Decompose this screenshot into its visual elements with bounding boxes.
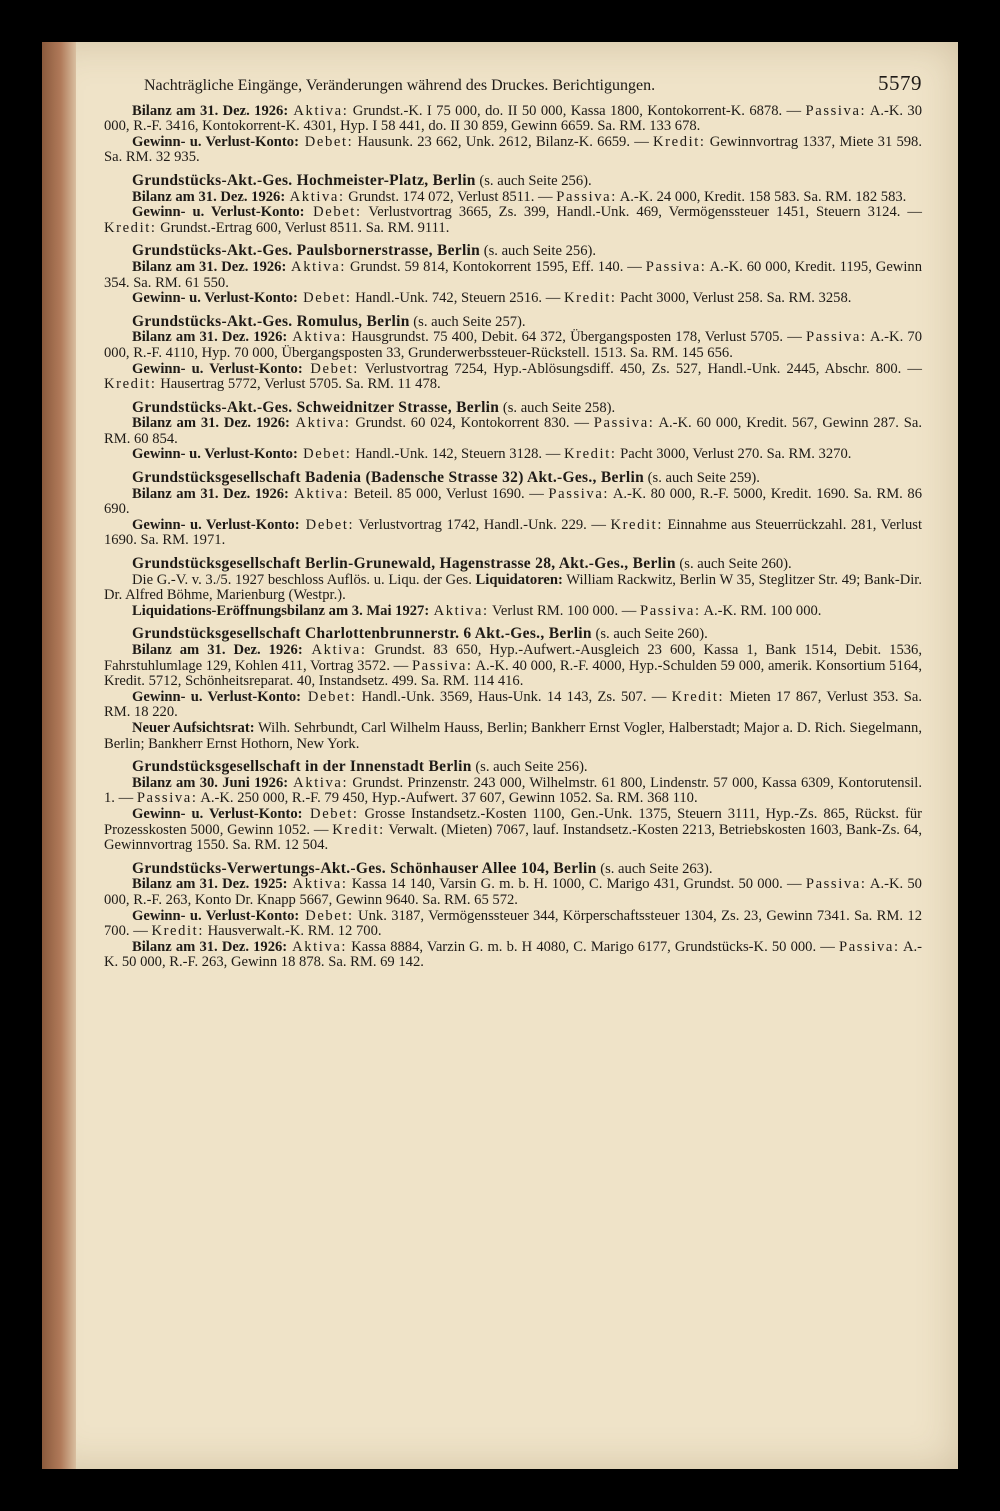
page-reference: (s. auch Seite 259). <box>644 470 760 487</box>
entry-paragraph <box>104 556 922 604</box>
entry-text: Handl.-Unk. 3569, Haus-Unk. 14 143, Zs. 507. — <box>356 688 672 705</box>
section-label: Liquidatoren: <box>475 571 563 588</box>
page-reference: (s. auch Seite 257). <box>409 313 526 330</box>
entry-text: Grundst.-Ertrag 600, Verlust 8511. Sa. RM. 9111. <box>156 219 450 236</box>
page-reference: (s. auch Seite 256). <box>475 172 592 189</box>
account-label: Debet: <box>301 688 357 705</box>
account-label: Aktiva: <box>285 188 345 205</box>
entry-text: A.-K. 60 000, Kredit. 1195, Gewinn 354. Sa. RM. 61 550. <box>104 258 922 291</box>
page-reference: (s. auch Seite 256). <box>471 759 588 776</box>
entry-paragraph <box>104 807 922 854</box>
entry-text: Einnahme aus Steuerrückzahl. 281, Verlust 1690. Sa. RM. 1971. <box>104 516 922 549</box>
entry-paragraph <box>104 400 922 448</box>
entry-text: A.-K. 30 000, R.-F. 3416, Kontokorrent-K. 4301, Hyp. I 58 441, do. II 30 859, Gewinn 6659. Sa. RM. 133 678. <box>104 102 923 135</box>
account-label: Debet: <box>299 516 355 533</box>
page-reference: (s. auch Seite 258). <box>499 399 616 416</box>
company-name: Grundstücksgesellschaft Charlottenbrunnerstr. 6 Akt.-Ges., Berlin <box>132 625 592 643</box>
entry-paragraph <box>104 447 922 463</box>
section-label: Bilanz am 31. Dez. 1926: <box>132 938 288 955</box>
company-entry <box>104 759 922 854</box>
account-label: Passiva: <box>805 876 867 893</box>
account-label: Kredit: <box>653 133 706 150</box>
entry-text: Handl.-Unk. 142, Steuern 3128. — <box>351 446 564 463</box>
entry-text: Grundst. 174 072, Verlust 8511. — <box>344 188 557 205</box>
entry-text: A.-K. 50 000, R.-F. 263, Konto Dr. Knapp 5667, Gewinn 9640. Sa. RM. 65 572. <box>104 876 922 908</box>
page-number: 5579 <box>878 71 922 95</box>
entry-text: Gewinnvortrag 1337, Miete 31 598. Sa. RM. 32 935. <box>104 133 922 166</box>
account-label: Debet: <box>297 290 352 307</box>
account-label: Passiva: <box>806 329 867 346</box>
entry-text: Pacht 3000, Verlust 258. Sa. RM. 3258. <box>616 290 852 307</box>
entry-text: A.-K. 60 000, Kredit. 567, Gewinn 287. Sa. RM. 60 854. <box>104 415 922 447</box>
entry-paragraph <box>104 243 922 291</box>
entry-paragraph <box>104 470 922 518</box>
account-label: Kredit: <box>104 376 157 393</box>
account-label: Kredit: <box>151 923 204 940</box>
page-header <box>144 71 922 95</box>
account-label: Kredit: <box>104 219 157 236</box>
section-label: Gewinn- u. Verlust-Konto: <box>132 688 302 705</box>
entry-paragraph <box>104 135 922 166</box>
company-name: Grundstücks-Akt.-Ges. Schweidnitzer Strasse, Berlin <box>132 398 500 416</box>
account-label: Kredit: <box>610 516 663 533</box>
account-label: Passiva: <box>805 102 867 119</box>
account-label: Kredit: <box>563 446 617 463</box>
entry-paragraph <box>104 861 922 909</box>
section-label: Gewinn- u. Verlust-Konto: <box>132 204 305 221</box>
entry-text: Grundst. Prinzenstr. 243 000, Wilhelmstr. 61 800, Lindenstr. 57 000, Kassa 6309, Kontorutensil. 1. — <box>104 774 923 807</box>
account-label: Aktiva: <box>286 258 347 275</box>
company-entry <box>104 470 922 549</box>
entry-text: Grundst. 59 814, Kontokorrent 1595, Eff. 140. — <box>346 258 646 275</box>
entry-text: Verlustvortrag 1742, Handl.-Unk. 229. — <box>354 516 611 533</box>
entry-paragraph <box>104 690 922 721</box>
company-name: Grundstücksgesellschaft in der Innenstadt Berlin <box>132 758 472 776</box>
entry-text: Kassa 14 140, Varsin G. m. b. H. 1000, C. Marigo 431, Grundst. 50 000. — <box>347 876 806 893</box>
account-label: Passiva: <box>411 657 473 674</box>
entry-paragraph <box>104 362 922 393</box>
section-label: Bilanz am 31. Dez. 1926: <box>132 415 290 432</box>
page-reference: (s. auch Seite 256). <box>480 243 597 260</box>
entry-text: Kassa 8884, Varzin G. m. b. H 4080, C. Marigo 6177, Grundstücks-K. 50 000. — <box>347 938 839 955</box>
entry-paragraph <box>104 909 922 940</box>
entry-text: Verlustvortrag 3665, Zs. 399, Handl.-Unk. 469, Vermögenssteuer 1451, Steuern 3124. — <box>361 204 922 221</box>
account-label: Aktiva: <box>287 876 348 893</box>
account-label: Aktiva: <box>287 938 348 955</box>
entry-paragraph <box>104 173 922 205</box>
entry-paragraph <box>104 759 922 807</box>
account-label: Aktiva: <box>288 774 349 791</box>
company-entry <box>104 556 922 619</box>
account-label: Debet: <box>302 805 359 822</box>
entry-text: A.-K. 70 000, R.-F. 4110, Hyp. 70 000, Übergangsposten 33, Grunderwerbssteuer-Rückstell. 1513. Sa. RM. 145 656. <box>104 329 922 361</box>
entry-text: Handl.-Unk. 742, Steuern 2516. — <box>351 290 564 307</box>
entry-text: Beteil. 85 000, Verlust 1690. — <box>349 485 549 502</box>
entry-paragraph <box>104 518 922 549</box>
entry-text: Unk. 3187, Vermögenssteuer 344, Körperschaftssteuer 1304, Zs. 23, Gewinn 7341. Sa. RM. 12 700. — <box>104 907 922 940</box>
entry-text: A.-K. 80 000, R.-F. 5000, Kredit. 1690. Sa. RM. 86 690. <box>104 485 922 518</box>
account-label: Aktiva: <box>288 485 350 502</box>
account-label: Passiva: <box>556 188 617 205</box>
entry-text: Grundst.-K. I 75 000, do. II 50 000, Kassa 1800, Kontokorrent-K. 6878. — <box>348 102 806 119</box>
company-name: Grundstücks-Akt.-Ges. Romulus, Berlin <box>132 312 410 330</box>
company-entry <box>104 104 922 166</box>
section-label: Gewinn- u. Verlust-Konto: <box>132 805 303 822</box>
entry-paragraph <box>104 721 922 752</box>
account-label: Passiva: <box>839 938 900 955</box>
entry-text: William Rackwitz, Berlin W 35, Steglitzer Str. 49; Bank-Dir. Dr. Alfred Böhme, Marienburg (Westpr.). <box>104 571 922 604</box>
account-label: Debet: <box>302 360 359 377</box>
account-label: Debet: <box>299 907 354 924</box>
entry-paragraph <box>104 104 922 135</box>
account-label: Aktiva: <box>287 329 348 346</box>
account-label: Passiva: <box>593 415 655 432</box>
section-label: Gewinn- u. Verlust-Konto: <box>132 516 300 533</box>
entry-text: Hausgrundst. 75 400, Debit. 64 372, Übergangsposten 178, Verlust 5705. — <box>347 329 806 346</box>
company-entry <box>104 626 922 752</box>
entry-text: Pacht 3000, Verlust 270. Sa. RM. 3270. <box>616 446 852 463</box>
entry-text: Hausertrag 5772, Verlust 5705. Sa. RM. 11 478. <box>156 376 441 393</box>
account-label: Debet: <box>304 204 362 221</box>
entry-paragraph <box>104 940 922 971</box>
section-label: Gewinn- u. Verlust-Konto: <box>132 907 300 924</box>
page-reference: (s. auch Seite 263). <box>596 860 713 877</box>
company-name: Grundstücks-Akt.-Ges. Hochmeister-Platz, Berlin <box>132 171 476 189</box>
section-label: Gewinn- u. Verlust-Konto: <box>132 133 299 150</box>
entry-text: A.-K. 250 000, R.-F. 79 450, Hyp.-Aufwert. 37 607, Gewinn 1052. Sa. RM. 368 110. <box>197 790 698 807</box>
section-label: Bilanz am 30. Juni 1926: <box>132 774 289 791</box>
company-name: Grundstücks-Verwertungs-Akt.-Ges. Schönhauser Allee 104, Berlin <box>132 859 597 877</box>
entry-paragraph <box>104 314 922 362</box>
entry-text: Hausverwalt.-K. RM. 12 700. <box>203 923 382 940</box>
entry-text: A.-K. 24 000, Kredit. 158 583. Sa. RM. 182 583. <box>616 188 907 205</box>
section-label: Gewinn- u. Verlust-Konto: <box>132 290 298 307</box>
entry-text: Die G.-V. v. 3./5. 1927 beschloss Auflös. u. Liqu. der Ges. <box>132 571 476 588</box>
account-label: Passiva: <box>645 258 707 275</box>
entry-text: A.-K. 50 000, R.-F. 263, Gewinn 18 878. Sa. RM. 69 142. <box>104 938 923 971</box>
section-label: Gewinn- u. Verlust-Konto: <box>132 360 303 377</box>
section-label: Bilanz am 31. Dez. 1926: <box>132 642 303 658</box>
section-label: Bilanz am 31. Dez. 1926: <box>132 188 286 205</box>
entry-text: Mieten 17 867, Verlust 353. Sa. RM. 18 220. <box>104 688 922 721</box>
account-label: Kredit: <box>563 290 617 307</box>
entry-paragraph <box>104 626 922 689</box>
entry-text: Verwalt. (Mieten) 7067, lauf. Instandsetz.-Kosten 2213, Betriebskosten 1603, Bank-Zs. 64, Gewinnvortrag 1550. Sa. RM. 12 504. <box>104 821 922 854</box>
account-label: Kredit: <box>671 688 725 705</box>
section-label: Bilanz am 31. Dez. 1926: <box>132 258 287 275</box>
company-entry <box>104 314 922 393</box>
entry-text: Wilh. Sehrbundt, Carl Wilhelm Hauss, Berlin; Bankherr Ernst Vogler, Halberstadt; Major a. D. Rich. Siegelmann, Berlin; Bankherr Ernst Hothorn, New York. <box>104 719 922 752</box>
page-reference: (s. auch Seite 260). <box>591 626 708 643</box>
company-entry <box>104 400 922 463</box>
account-label: Passiva: <box>639 602 701 619</box>
account-label: Aktiva: <box>429 602 489 619</box>
account-label: Aktiva: <box>288 102 349 119</box>
book-page <box>42 42 958 1469</box>
entry-paragraph <box>104 205 922 236</box>
page-content <box>104 71 923 978</box>
company-entry <box>104 243 922 306</box>
company-name: Grundstücks-Akt.-Ges. Paulsbornerstrasse, Berlin <box>132 242 481 260</box>
section-label: Bilanz am 31. Dez. 1926: <box>132 102 289 119</box>
section-label: Bilanz am 31. Dez. 1926: <box>132 329 288 346</box>
section-label: Bilanz am 31. Dez. 1926: <box>132 485 289 502</box>
company-entry <box>104 861 922 971</box>
entry-text: Grundst. 83 650, Hyp.-Aufwert.-Ausgleich 23 600, Kassa 1, Bank 1514, Debit. 1536, Fahrstuhlumlage 129, Kohlen 411, Vortrag 3572. — <box>104 642 923 674</box>
company-entry <box>104 173 922 236</box>
entry-text: Grosse Instandsetz.-Kosten 1100, Gen.-Unk. 1375, Steuern 3111, Hyp.-Zs. 865, Rückst. für Prozesskosten 5000, Gewinn 1052. — <box>104 805 923 838</box>
entry-paragraph <box>104 291 922 307</box>
company-name: Grundstücksgesellschaft Badenia (Badensche Strasse 32) Akt.-Ges., Berlin <box>132 469 645 487</box>
account-label: Kredit: <box>332 821 385 838</box>
entry-paragraph <box>104 604 922 620</box>
account-label: Passiva: <box>548 485 610 502</box>
account-label: Passiva: <box>136 790 198 807</box>
entry-text: Hausunk. 23 662, Unk. 2612, Bilanz-K. 6659. — <box>353 133 654 150</box>
entry-text: A.-K. 40 000, R.-F. 4000, Hyp.-Schulden 59 000, amerik. Konsortium 5164, Kredit. 5712, Schönheitsreparat. 40, Instandsetz. 499. Sa. RM. 114 416. <box>104 657 923 690</box>
section-label: Bilanz am 31. Dez. 1925: <box>132 876 288 893</box>
account-label: Aktiva: <box>289 415 351 432</box>
company-name: Grundstücksgesellschaft Berlin-Grunewald, Hagenstrasse 28, Akt.-Ges., Berlin <box>132 555 676 573</box>
section-label: Liquidations-Eröffnungsbilanz am 3. Mai 1927: <box>132 602 430 619</box>
account-label: Aktiva: <box>302 642 367 658</box>
entry-text: Verlustvortrag 7254, Hyp.-Ablösungsdiff. 450, Zs. 527, Handl.-Unk. 2445, Abschr. 800. — <box>358 360 922 377</box>
running-header: Nachträgliche Eingänge, Veränderungen während des Druckes. Berichtigungen. <box>144 77 656 94</box>
account-label: Debet: <box>298 133 354 150</box>
entry-text: Verlust RM. 100 000. — <box>488 602 640 619</box>
section-label: Neuer Aufsichtsrat: <box>132 719 255 736</box>
page-reference: (s. auch Seite 260). <box>675 556 792 573</box>
entry-list <box>104 104 922 971</box>
account-label: Debet: <box>297 446 352 463</box>
entry-text: Grundst. 60 024, Kontokorrent 830. — <box>350 415 594 432</box>
book-spine <box>42 42 76 1469</box>
entry-text: A.-K. RM. 100 000. <box>700 602 822 619</box>
section-label: Gewinn- u. Verlust-Konto: <box>132 446 298 463</box>
